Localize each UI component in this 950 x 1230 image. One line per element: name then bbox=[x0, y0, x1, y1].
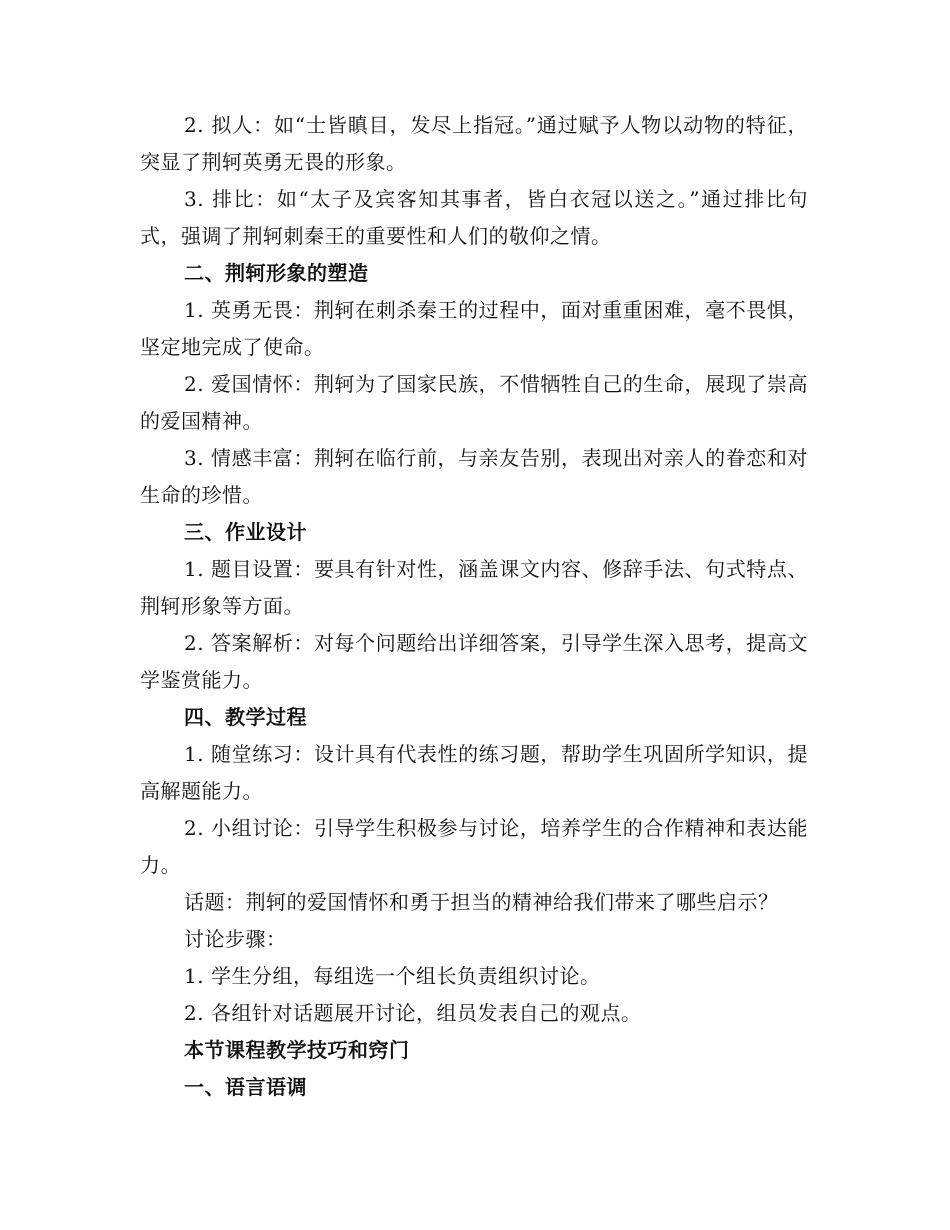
paragraph-answer-analysis: 2. 答案解析：对每个问题给出详细答案，引导学生深入思考，提高文学鉴赏能力。 bbox=[140, 631, 808, 692]
paragraph-group-discussion: 2. 小组讨论：引导学生积极参与讨论，培养学生的合作精神和表达能力。 bbox=[140, 816, 808, 877]
discussion-step-2: 2. 各组针对话题展开讨论，组员发表自己的观点。 bbox=[184, 1001, 642, 1025]
discussion-topic: 话题：荆轲的爱国情怀和勇于担当的精神给我们带来了哪些启示？ bbox=[184, 890, 779, 914]
document-body bbox=[140, 107, 808, 1106]
paragraph-personification: 2. 拟人：如“士皆瞋目，发尽上指冠。”通过赋予人物以动物的特征，突显了荆轲英勇无畏的形象。 bbox=[140, 113, 808, 174]
discussion-steps-label: 讨论步骤： bbox=[184, 927, 287, 951]
paragraph-question-setting: 1. 题目设置：要具有针对性，涵盖课文内容、修辞手法、句式特点、荆轲形象等方面。 bbox=[140, 557, 808, 618]
paragraph-practice: 1. 随堂练习：设计具有代表性的练习题，帮助学生巩固所学知识，提高解题能力。 bbox=[140, 742, 808, 803]
section-heading-homework: 三、作业设计 bbox=[184, 520, 307, 544]
discussion-step-1: 1. 学生分组，每组选一个组长负责组织讨论。 bbox=[184, 964, 601, 988]
section-heading-language: 一、语言语调 bbox=[184, 1075, 307, 1099]
paragraph-brave: 1. 英勇无畏：荆轲在刺杀秦王的过程中，面对重重困难，毫不畏惧，坚定地完成了使命。 bbox=[140, 298, 808, 359]
section-heading-process: 四、教学过程 bbox=[184, 705, 307, 729]
paragraph-patriotism: 2. 爱国情怀：荆轲为了国家民族，不惜牺牲自己的生命，展现了崇高的爱国精神。 bbox=[140, 372, 808, 433]
section-heading-tips: 本节课程教学技巧和窍门 bbox=[184, 1038, 410, 1062]
paragraph-parallelism: 3. 排比：如“太子及宾客知其事者，皆白衣冠以送之。”通过排比句式，强调了荆轲刺秦王的重要性和人们的敬仰之情。 bbox=[140, 187, 808, 248]
paragraph-emotion: 3. 情感丰富：荆轲在临行前，与亲友告别，表现出对亲人的眷恋和对生命的珍惜。 bbox=[140, 446, 808, 507]
section-heading-character: 二、荆轲形象的塑造 bbox=[184, 261, 369, 285]
